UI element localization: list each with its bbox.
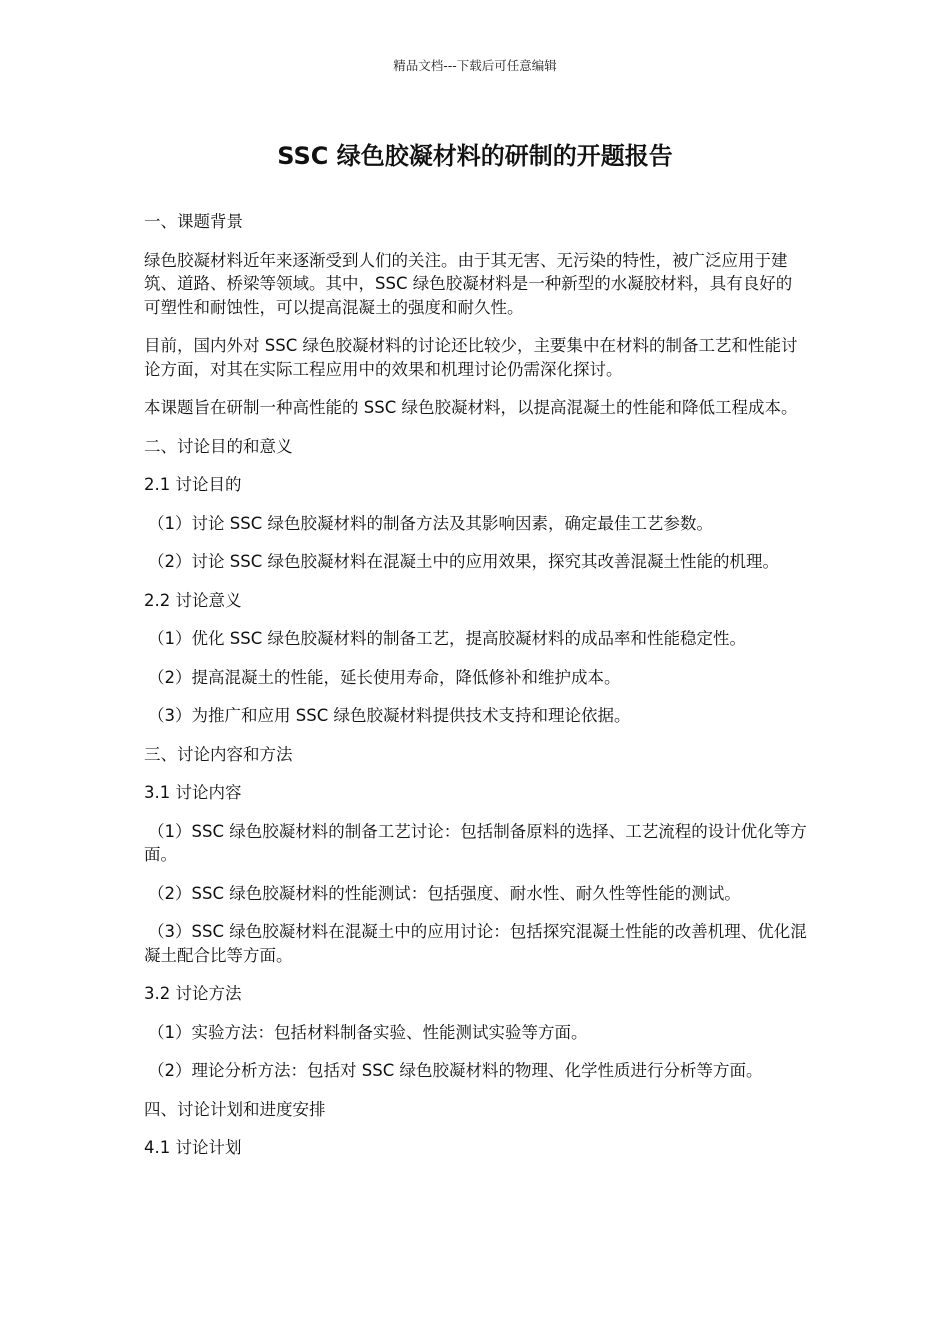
document-body	[144, 210, 808, 1175]
list-item: （1）优化 SSC 绿色胶凝材料的制备工艺，提高胶凝材料的成品率和性能稳定性。	[148, 629, 746, 648]
subsection-heading: 3.1 讨论内容	[144, 783, 242, 802]
body-paragraph: 绿色胶凝材料近年来逐渐受到人们的关注。由于其无害、无污染的特性，被广泛应用于建筑、道路、桥梁等领域。其中，SSC 绿色胶凝材料是一种新型的水凝胶材料，具有良好的可塑性和耐蚀性，可以提高混凝土的强度和耐久性。	[144, 250, 793, 317]
subsection-heading: 3.2 讨论方法	[144, 984, 242, 1003]
list-item: （3）为推广和应用 SSC 绿色胶凝材料提供技术支持和理论依据。	[148, 706, 631, 725]
document-title: SSC 绿色胶凝材料的研制的开题报告	[277, 142, 673, 170]
body-paragraph: 目前，国内外对 SSC 绿色胶凝材料的讨论还比较少，主要集中在材料的制备工艺和性能讨论方面，对其在实际工程应用中的效果和机理讨论仍需深化探讨。	[144, 336, 798, 379]
section-heading: 四、讨论计划和进度安排	[144, 1099, 326, 1119]
list-item: （1）讨论 SSC 绿色胶凝材料的制备方法及其影响因素，确定最佳工艺参数。	[148, 513, 713, 533]
section-heading: 三、讨论内容和方法	[144, 744, 293, 764]
subsection-heading: 2.1 讨论目的	[144, 475, 242, 494]
list-item: （2）讨论 SSC 绿色胶凝材料在混凝土中的应用效果，探究其改善混凝土性能的机理。	[148, 552, 779, 571]
body-paragraph: 本课题旨在研制一种高性能的 SSC 绿色胶凝材料，以提高混凝土的性能和降低工程成本。	[144, 398, 798, 417]
section-heading: 二、讨论目的和意义	[144, 436, 293, 456]
list-item: （3）SSC 绿色胶凝材料在混凝土中的应用讨论：包括探究混凝土性能的改善机理、优化混凝土配合比等方面。	[144, 922, 807, 965]
section-heading: 一、课题背景	[144, 212, 243, 231]
list-item: （1）SSC 绿色胶凝材料的制备工艺讨论：包括制备原料的选择、工艺流程的设计优化等方面。	[144, 821, 807, 864]
list-item: （2）SSC 绿色胶凝材料的性能测试：包括强度、耐水性、耐久性等性能的测试。	[148, 883, 741, 903]
subsection-heading: 4.1 讨论计划	[144, 1138, 242, 1157]
page-header-note: 精品文档---下载后可任意编辑	[393, 58, 557, 73]
list-item: （2）理论分析方法：包括对 SSC 绿色胶凝材料的物理、化学性质进行分析等方面。	[148, 1061, 763, 1080]
list-item: （2）提高混凝土的性能，延长使用寿命，降低修补和维护成本。	[148, 667, 621, 687]
list-item: （1）实验方法：包括材料制备实验、性能测试实验等方面。	[148, 1022, 588, 1042]
subsection-heading: 2.2 讨论意义	[144, 590, 242, 610]
